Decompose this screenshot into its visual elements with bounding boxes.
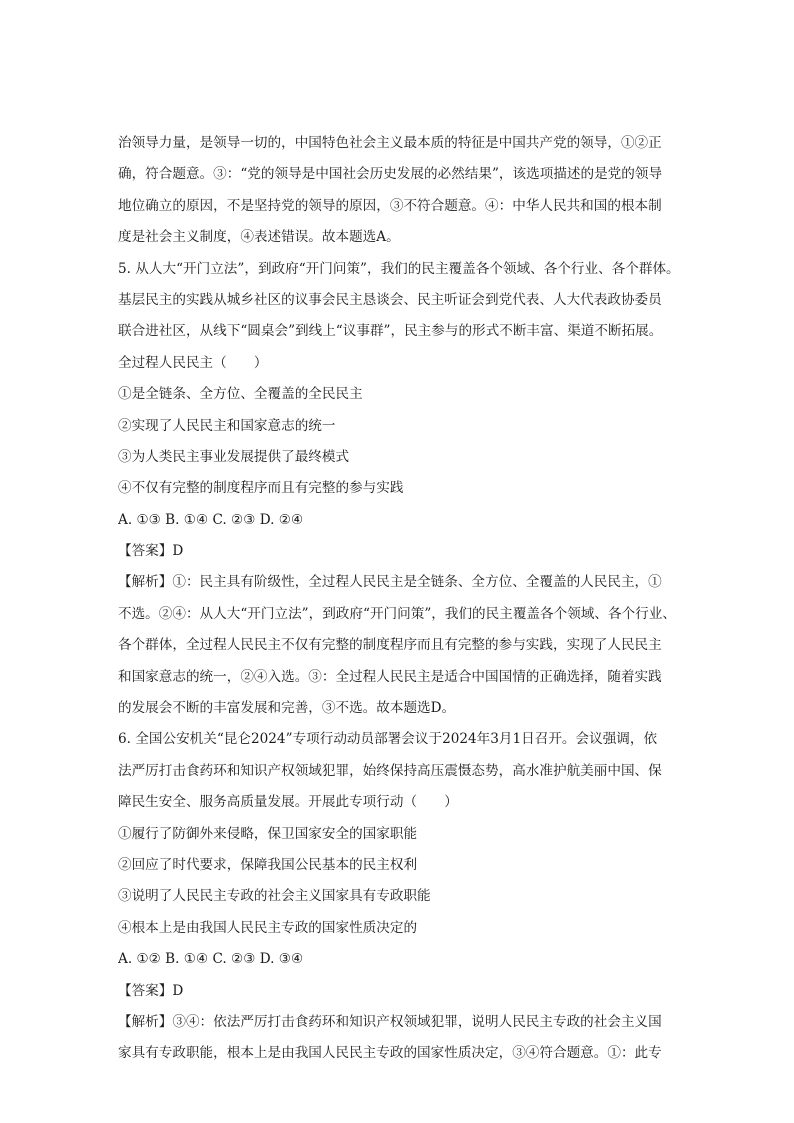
question-5-option: ③为人类民主事业发展提供了最终模式 <box>118 448 350 465</box>
question-5-option: ②实现了人民民主和国家意志的统一 <box>118 417 336 434</box>
text-line: 治领导力量，是领导一切的，中国特色社会主义最本质的特征是中国共产党的领导，①②正 <box>118 135 662 151</box>
question-5-answer: 【答案】D <box>118 543 184 560</box>
question-6-stem: 6. 全国公安机关“昆仑2024”专项行动动员部署会议于2024年3月1日召开。会议强调，依 <box>118 731 658 748</box>
question-5-analysis: 和国家意志的统一，②④入选。③：全过程人民民主是适合中国国情的正确选择，随着实践 <box>118 668 662 685</box>
question-6-option: ①履行了防御外来侵略，保卫国家安全的国家职能 <box>118 825 418 842</box>
question-6-option: ②回应了时代要求，保障我国公民基本的民主权利 <box>118 856 418 873</box>
question-6-stem: 法严厉打击食药环和知识产权领域犯罪，始终保持高压震慑态势，高水准护航美丽中国、保 <box>118 762 662 779</box>
text-line: 确，符合题意。③：“党的领导是中国社会历史发展的必然结果”，该选项描述的是党的领导 <box>118 166 663 183</box>
question-5-choices: A. ①③ B. ①④ C. ②③ D. ②④ <box>118 511 304 528</box>
question-5-analysis: 各个群体，全过程人民民主不仅有完整的制度程序而且有完整的参与实践，实现了人民民主 <box>118 637 662 654</box>
question-5-option: ④不仅有完整的制度程序而且有完整的参与实践 <box>118 480 404 497</box>
question-5-stem: 5. 从人大“开门立法”，到政府“开门问策”，我们的民主覆盖各个领域、各个行业、各个群体。 <box>118 260 680 277</box>
question-5-option: ①是全链条、全方位、全覆盖的全民民主 <box>118 386 363 403</box>
question-5-analysis: 【解析】①：民主具有阶级性，全过程人民民主是全链条、全方位、全覆盖的人民民主，① <box>118 574 662 591</box>
question-5-analysis: 不选。②④：从人大“开门立法”，到政府“开门问策”，我们的民主覆盖各个领域、各个行业、 <box>118 605 676 622</box>
question-5-analysis: 的发展会不断的丰富发展和完善，③不选。故本题选D。 <box>118 700 456 717</box>
text-line: 地位确立的原因，不是坚持党的领导的原因，③不符合题意。④：中华人民共和国的根本制 <box>118 197 662 214</box>
question-5-stem: 联合进社区，从线下“圆桌会”到线上“议事群”，民主参与的形式不断丰富、渠道不断拓展。 <box>118 323 663 340</box>
question-6-choices: A. ①② B. ①④ C. ②③ D. ③④ <box>118 951 304 968</box>
text-line: 度是社会主义制度，④表述错误。故本题选A。 <box>118 229 400 246</box>
question-5-stem: 全过程人民民主（ ） <box>118 354 268 371</box>
question-6-answer: 【答案】D <box>118 982 184 999</box>
question-5-stem: 基层民主的实践从城乡社区的议事会民主恳谈会、民主听证会到党代表、人大代表政协委员 <box>118 291 662 308</box>
question-6-analysis: 【解析】③④：依法严厉打击食药环和知识产权领域犯罪，说明人民民主专政的社会主义国 <box>118 1013 662 1030</box>
question-6-option: ③说明了人民民主专政的社会主义国家具有专政职能 <box>118 888 431 905</box>
question-6-analysis: 家具有专政职能，根本上是由我国人民民主专政的国家性质决定，③④符合题意。①：此专 <box>118 1045 662 1062</box>
question-6-stem: 障民生安全、服务高质量发展。开展此专项行动（ ） <box>118 794 458 811</box>
document-page <box>118 128 684 1070</box>
question-6-option: ④根本上是由我国人民民主专政的国家性质决定的 <box>118 919 418 936</box>
